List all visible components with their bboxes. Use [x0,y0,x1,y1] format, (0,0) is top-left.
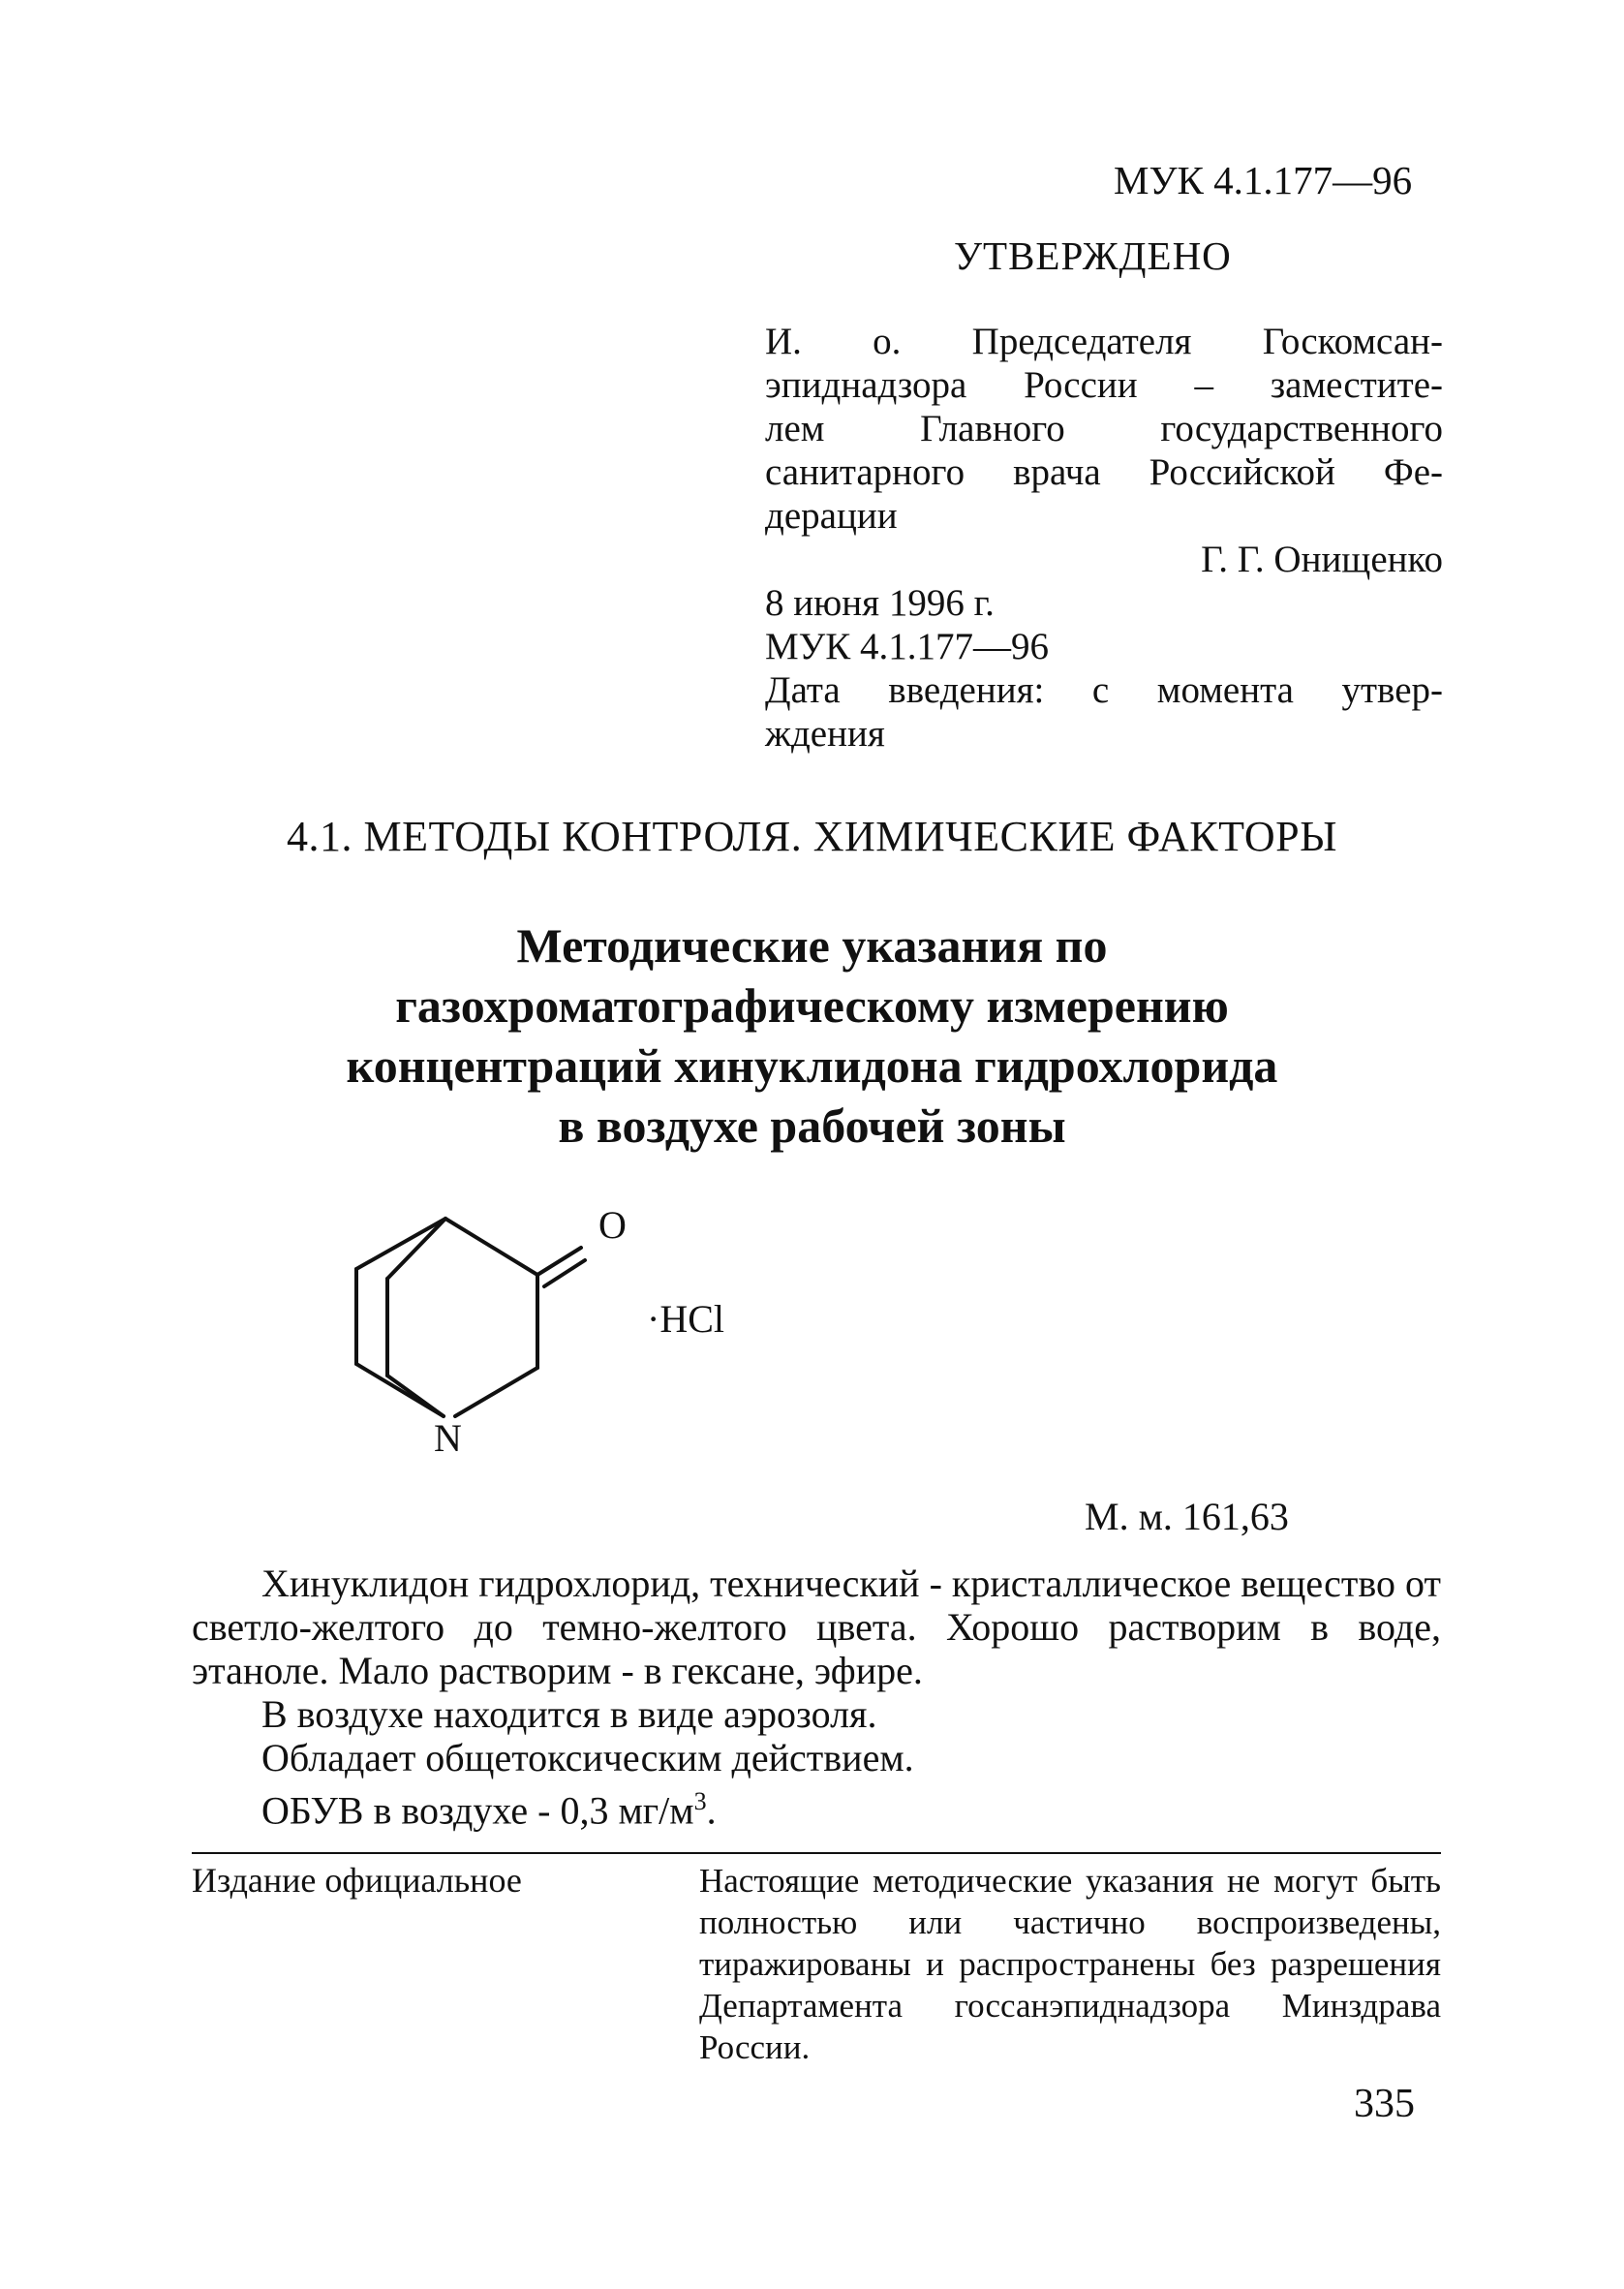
approval-date: 8 июня 1996 г. [765,582,995,624]
limit-exponent: 3 [693,1787,707,1815]
title-line: Методические указания по [516,918,1108,973]
title-line: газохроматографическому измерению [395,978,1229,1033]
limit-end: . [706,1788,717,1833]
paragraph [192,1779,1441,1832]
title-line: в воздухе рабочей зоны [558,1098,1066,1153]
edition-label: Издание официальное [192,1861,522,1900]
approval-line: санитарного врача Российской Фе- [765,451,1443,493]
approval-block [765,320,1443,756]
nitrogen-label: N [434,1416,462,1460]
page-number: 335 [1354,2082,1415,2126]
approval-line: лем Главного государственного [765,408,1443,449]
signatory: Г. Г. Онищенко [1201,539,1443,580]
quinuclidinone-structure [329,1201,775,1472]
body-text [192,1562,1441,1832]
hcl-label: ·HCl [647,1297,724,1341]
copyright-notice: Настоящие методические указания не могут быть полностью или частично воспроизведены, тиражированы и распространены без разрешения Департамента госсанэпиднадзора Минздрава России. [699,1862,1441,2066]
oxygen-label: O [598,1203,627,1247]
doc-code: МУК 4.1.177—96 [1114,158,1413,202]
paragraph: В воздухе находится в виде аэрозоля. [261,1692,877,1736]
approval-heading: УТВЕРЖДЕНО [954,233,1232,278]
paragraph: Хинуклидон гидрохлорид, технический - кристаллическое вещество от светло-желтого до темно-желтого цвета. Хорошо растворим в воде, этаноле. Мало растворим - в гексане, эфире. [192,1562,1441,1692]
document-title [194,915,1430,1156]
section-heading: 4.1. МЕТОДЫ КОНТРОЛЯ. ХИМИЧЕСКИЕ ФАКТОРЫ [286,813,1338,860]
approval-line: И. о. Председателя Госкомсан- [765,321,1443,362]
molecular-weight: М. м. 161,63 [1085,1495,1289,1538]
doc-code-secondary: МУК 4.1.177—96 [765,626,1050,667]
approval-line: эпиднадзора России – заместите- [765,364,1443,406]
limit-text: ОБУВ в воздухе - 0,3 мг/м [261,1788,694,1833]
footer-divider [192,1852,1441,1854]
intro-date-line: Дата введения: с момента утвер- [765,669,1443,711]
approval-line: дерации [765,495,898,537]
title-line: концентраций хинуклидона гидрохлорида [346,1038,1278,1093]
paragraph: Обладает общетоксическим действием. [261,1736,914,1779]
intro-date-line: ждения [765,713,885,755]
